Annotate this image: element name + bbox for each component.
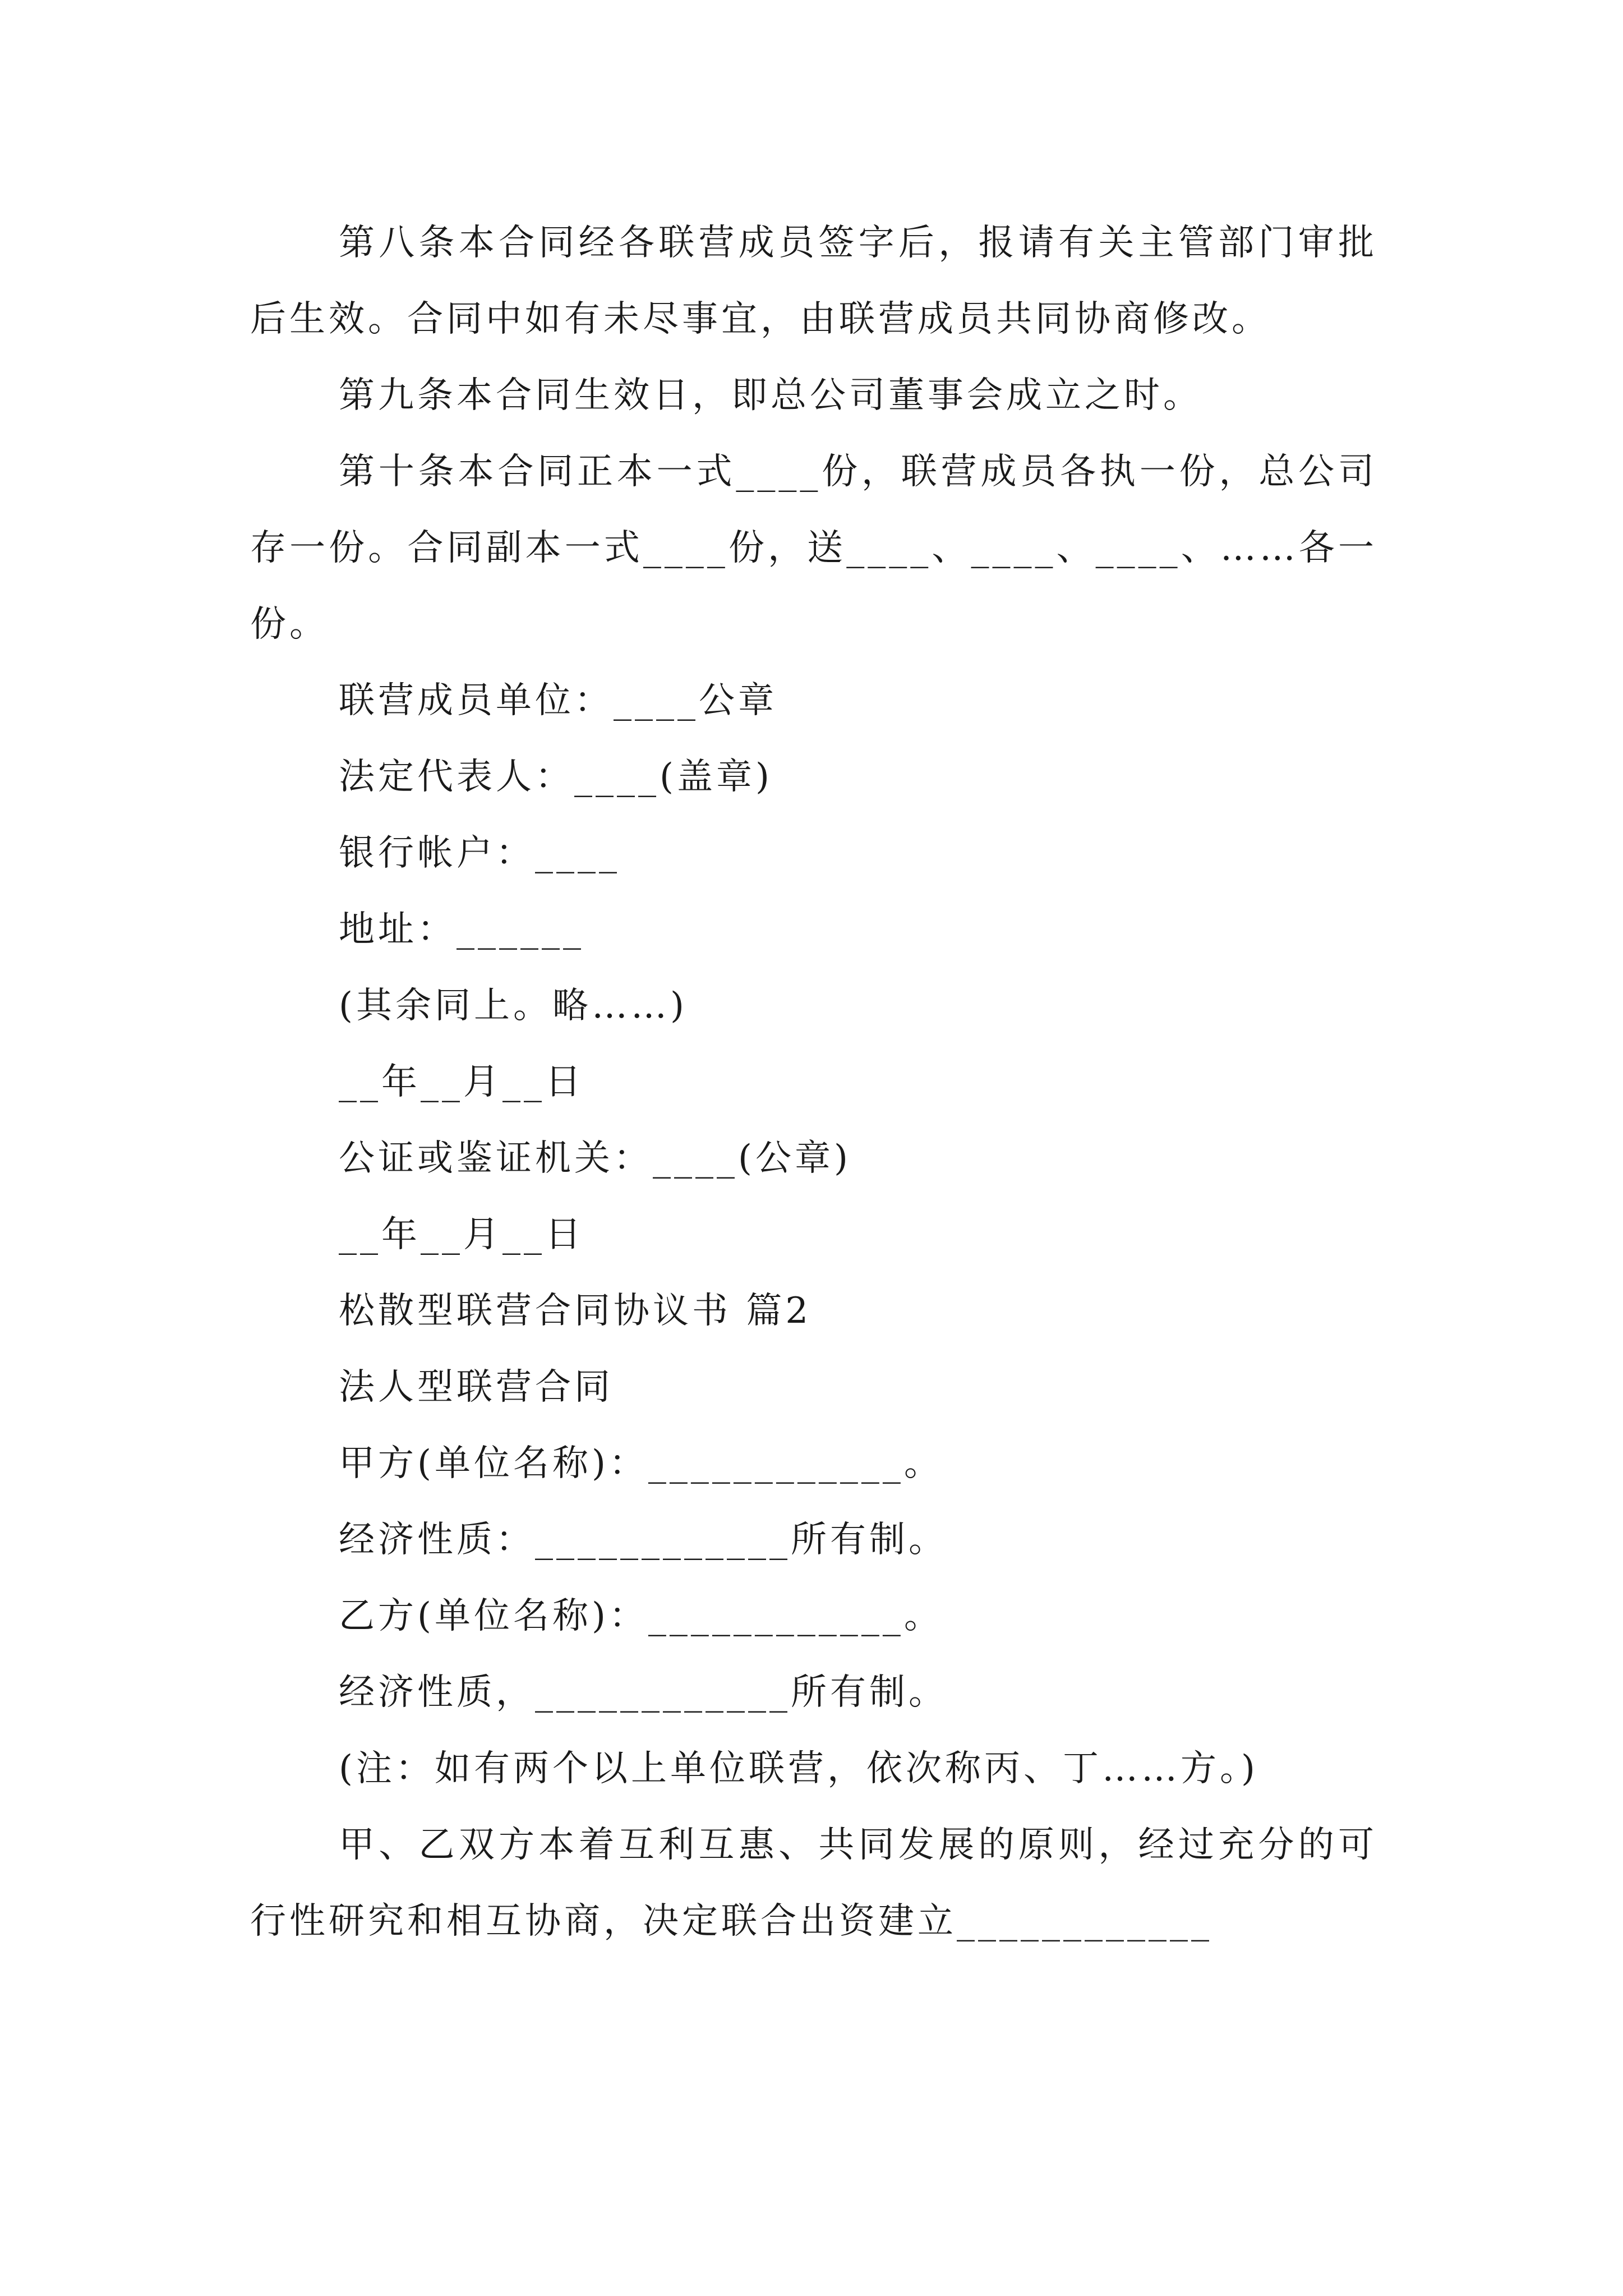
- article-9-paragraph: 第九条本合同生效日，即总公司董事会成立之时。: [339, 375, 1202, 416]
- legal-rep-line: 法定代表人：____(盖章): [339, 756, 773, 798]
- date-line: __年__月__日: [339, 1061, 584, 1103]
- article-10-paragraph: 第十条本合同正本一式____份，联营成员各执一份，总公司存一份。合同副本一式____份，送____、____、____、……各一份。: [250, 451, 1377, 645]
- bank-account-line: 银行帐户：____: [339, 832, 620, 874]
- party-b-nature-line: 经济性质，____________所有制。: [339, 1672, 948, 1713]
- note-line: (注：如有两个以上单位联营，依次称丙、丁……方。): [339, 1748, 1258, 1789]
- party-a-nature-line: 经济性质：____________所有制。: [339, 1519, 948, 1561]
- notary-line: 公证或鉴证机关：____(公章): [339, 1138, 851, 1179]
- section-heading: 松散型联营合同协议书 篇2: [339, 1290, 812, 1332]
- party-a-line: 甲方(单位名称)：____________。: [339, 1443, 943, 1484]
- address-line: 地址：______: [339, 909, 584, 950]
- member-unit-line: 联营成员单位：____公章: [339, 680, 777, 721]
- article-8-paragraph: 第八条本合同经各联营成员签字后，报请有关主管部门审批后生效。合同中如有未尽事宜，由联营成员共同协商修改。: [250, 222, 1377, 340]
- date-line: __年__月__日: [339, 1214, 584, 1255]
- remainder-note-line: (其余同上。略……): [339, 985, 688, 1027]
- document-body: [250, 205, 1377, 1959]
- party-b-line: 乙方(单位名称)：____________。: [339, 1595, 943, 1637]
- contract-title: 法人型联营合同: [339, 1366, 614, 1408]
- closing-paragraph: 甲、乙双方本着互利互惠、共同发展的原则，经过充分的可行性研究和相互协商，决定联合出资建立____________: [250, 1824, 1377, 1942]
